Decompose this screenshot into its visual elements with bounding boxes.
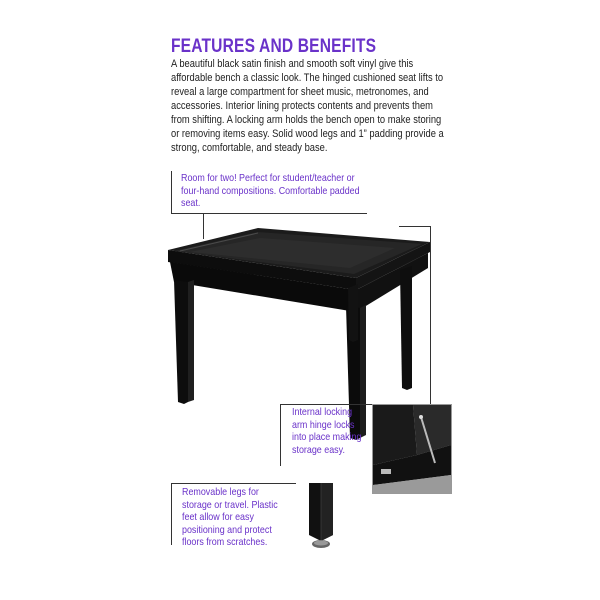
hinge-callout-leader-top xyxy=(399,226,431,227)
seat-callout-text: Room for two! Perfect for student/teacher or four-hand compositions. Comfortable padded seat. xyxy=(181,172,360,209)
legs-callout-text: Removable legs for storage or travel. Plastic feet allow for easy positioning and protect floors from scratches. xyxy=(182,486,278,548)
hinge-callout-bracket-side xyxy=(280,404,281,466)
features-heading: FEATURES AND BENEFITS xyxy=(171,36,377,57)
seat-callout-bracket-bottom xyxy=(171,213,367,214)
leg-foot-drawing xyxy=(296,483,346,553)
leg-foot-inset-photo xyxy=(296,483,346,553)
seat-callout-bracket-top xyxy=(171,171,172,213)
legs-callout-bracket-side xyxy=(171,483,172,545)
hinge-callout-bracket-top xyxy=(280,404,376,405)
legs-callout-bracket-top xyxy=(171,483,302,484)
features-description: A beautiful black satin finish and smooth soft vinyl give this affordable bench a classic look. The hinged cushioned seat lifts to reveal a large compartment for sheet music, metronomes, and accessories. Interior lining protects contents and prevents them from shifting. A locking arm holds the bench open to make storing or removing items easy. Solid wood legs and 1” padding provide a strong, comfortable, and steady base. xyxy=(171,58,444,154)
hinge-inset-photo xyxy=(372,404,452,494)
hinge-callout-leader-vert xyxy=(430,226,431,404)
hinge-inset-drawing xyxy=(373,405,451,493)
hinge-callout-text: Internal locking arm hinge locks into place making storage easy. xyxy=(292,406,362,456)
